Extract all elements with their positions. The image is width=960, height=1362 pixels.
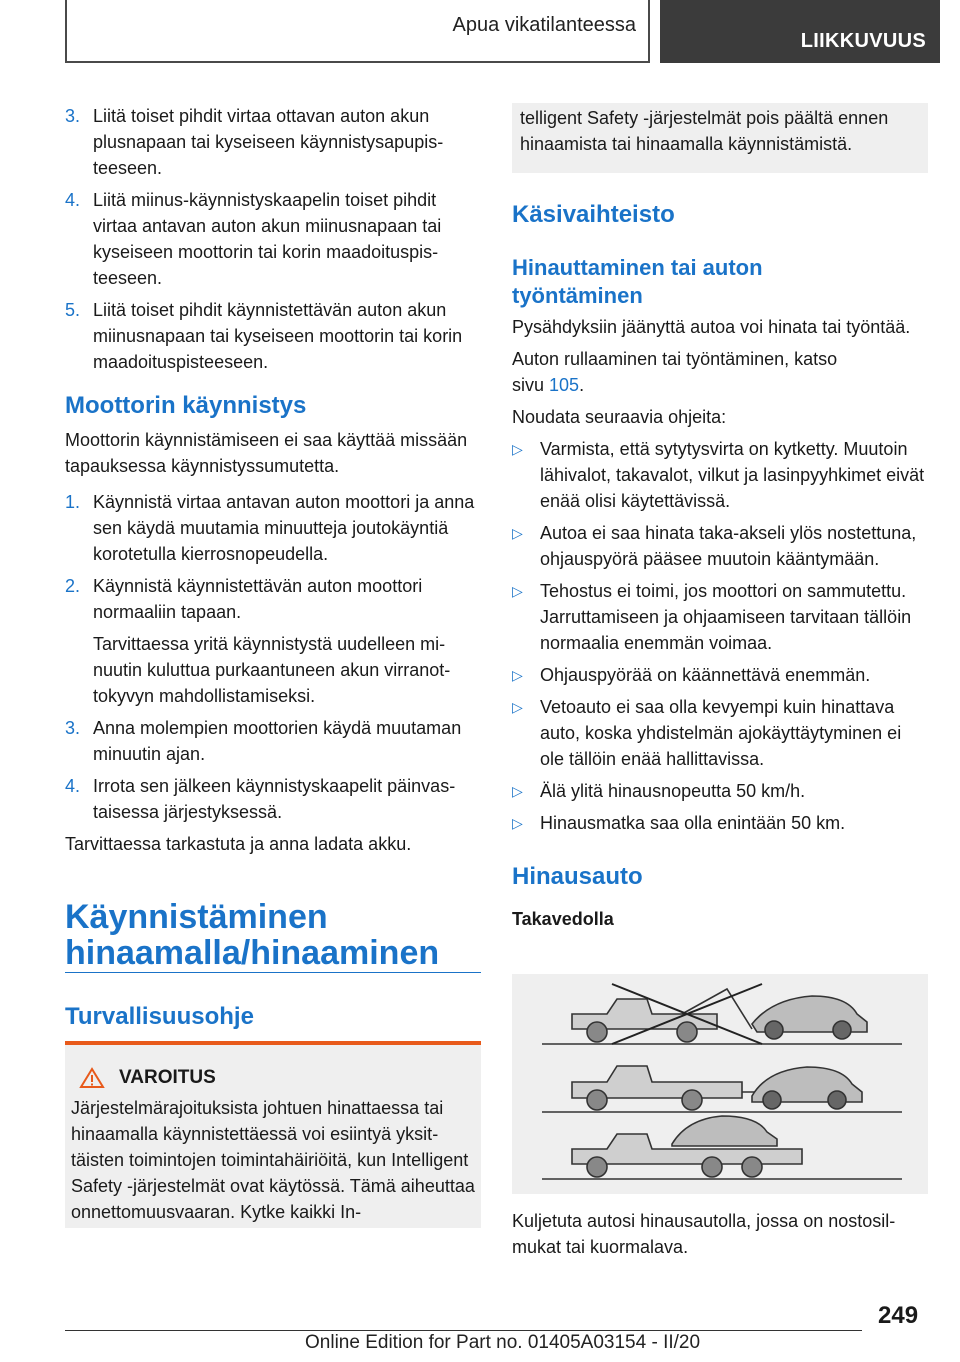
paragraph-2b: sivu	[512, 375, 550, 395]
list-item	[65, 773, 485, 825]
step-text: Liitä toiset pihdit virtaa ottavan auton akun plusnapaan tai kyseiseen käynnistysapupisteeseen.	[93, 106, 444, 178]
step-list-b	[65, 489, 485, 825]
list-item	[65, 573, 485, 709]
left-column	[65, 103, 485, 857]
tow-heading-line1: Hinauttaminen tai auton	[512, 255, 763, 280]
step-number: 3.	[65, 718, 81, 738]
safety-heading: Turvallisuusohje	[65, 1003, 254, 1030]
page-link[interactable]: 105	[549, 375, 580, 395]
step-number: 1.	[65, 492, 81, 512]
bullet-text: Ohjauspyörää on käännettävä enemmän.	[540, 665, 871, 685]
warning-triangle-icon	[79, 1067, 105, 1089]
step-number: 4.	[65, 190, 81, 210]
bullet-item	[512, 810, 928, 836]
step-text: Käynnistä käynnistettävän auton moottori normaaliin tapaan.	[93, 576, 423, 622]
bullet-text: Vetoauto ei saa olla kevyempi kuin hinattava auto, koska yhdistelmän ajokäyttäytyminen ei ole tällöin enää hallittavissa.	[540, 697, 902, 769]
list-item	[65, 187, 485, 291]
step-number: 4.	[65, 776, 81, 796]
page-number: 249	[878, 1302, 919, 1329]
bullet-text: Varmista, että sytytysvirta on kytketty. Muutoin lähivalot, takavalot, vilkut ja lasinpyyhkimet eivät enää olisi käytettävissä.	[540, 439, 925, 511]
bullet-arrow-icon: ▷	[512, 583, 523, 599]
warning-box	[65, 1045, 481, 1228]
list-item	[65, 489, 485, 567]
right-column	[512, 200, 928, 932]
paragraph-1: Pysähdyksiin jäänyttä autoa voi hinata tai työntää.	[512, 317, 911, 337]
bullet-item	[512, 694, 928, 772]
start-intro: Moottorin käynnistämiseen ei saa käyttää missään tapauksessa käynnistyssumutetta.	[65, 430, 468, 476]
bullet-item	[512, 436, 928, 514]
rear-drive-label: Takavedolla	[512, 909, 614, 929]
bullet-arrow-icon: ▷	[512, 783, 523, 799]
bullet-arrow-icon: ▷	[512, 699, 523, 715]
step-text: Irrota sen jälkeen käynnistyskaapelit päinvastaisessa järjestyksessä.	[93, 776, 456, 822]
step-text: Liitä toiset pihdit käynnistettävän auton akun miinusnapaan tai kyseiseen moottorin tai korin maadoituspisteeseen.	[93, 300, 463, 372]
bullet-arrow-icon: ▷	[512, 815, 523, 831]
header-chapter-tab: LIIKKUVUUS	[660, 0, 940, 63]
start-heading: Moottorin käynnistys	[65, 392, 307, 419]
step-number: 3.	[65, 106, 81, 126]
chapter-title-line1: Käynnistäminen	[65, 898, 328, 936]
paragraph-2a: Auton rullaaminen tai työntäminen, katso	[512, 349, 838, 369]
towtruck-heading: Hinausauto	[512, 863, 643, 890]
bullet-item	[512, 662, 928, 688]
step-extra-text: Tarvittaessa yritä käynnistystä uudelleen minuutin kuluttua purkaantuneen akun virranottokyvyn mahdollistamiseksi.	[93, 634, 451, 706]
bullet-item	[512, 778, 928, 804]
step-number: 5.	[65, 300, 81, 320]
illustration-caption: Kuljetuta autosi hinausautolla, jossa on nostosilmukat tai kuormalava.	[512, 1211, 896, 1257]
step-list-a	[65, 103, 485, 375]
bullet-arrow-icon: ▷	[512, 667, 523, 683]
footer-edition: Online Edition for Part no. 01405A03154 - II/20	[305, 1332, 701, 1353]
step-text: Anna molempien moottorien käydä muutaman minuutin ajan.	[93, 718, 462, 764]
bullet-text: Hinausmatka saa olla enintään 50 km.	[540, 813, 846, 833]
bullet-arrow-icon: ▷	[512, 441, 523, 457]
chapter-rule	[65, 972, 481, 973]
towing-illustration	[512, 974, 928, 1194]
warning-label: VAROITUS	[119, 1067, 216, 1088]
manual-heading: Käsivaihteisto	[512, 201, 675, 228]
tow-heading-line2: työntäminen	[512, 283, 643, 308]
warning-text: Järjestelmärajoituksista johtuen hinattaessa tai hinaamalla käynnistettäessä voi esiintyä yksittäisten toimintojen toimintahäiriöitä, kun Intelligent Safety -järjestelmät ovat käytössä. Tämä aiheuttaa onnettomuusvaaran. Kytke kaikki In-	[71, 1098, 475, 1222]
step-text: Liitä miinus-käynnistyskaapelin toiset pihdit virtaa antavan auton akun miinusnapaan tai kyseiseen moottorin tai korin maadoituspisteeseen.	[93, 190, 442, 288]
after-text: Tarvittaessa tarkastuta ja anna ladata akku.	[65, 834, 412, 854]
list-item	[65, 715, 485, 767]
footer-rule	[65, 1330, 862, 1331]
step-text: Käynnistä virtaa antavan auton moottori ja anna sen käydä muutamia minuutteja joutokäyntiä korotetulla kierrosnopeudella.	[93, 492, 475, 564]
tow-truck-diagram	[512, 974, 928, 1194]
paragraph-2-end: .	[579, 375, 585, 395]
bullet-item	[512, 520, 928, 572]
bullet-list	[512, 436, 928, 836]
bullet-arrow-icon: ▷	[512, 525, 523, 541]
paragraph-3: Noudata seuraavia ohjeita:	[512, 407, 727, 427]
bullet-text: Älä ylitä hinausnopeutta 50 km/h.	[540, 781, 806, 801]
warning-title-row	[71, 1065, 475, 1091]
start-section	[65, 391, 485, 857]
list-item	[65, 297, 485, 375]
warning-text-continued: telligent Safety -järjestelmät pois päältä ennen hinaamista tai hinaamalla käynnistämistä.	[520, 108, 889, 154]
step-number: 2.	[65, 576, 81, 596]
header-section-title: Apua vikatilanteessa	[452, 14, 636, 36]
header-frame	[65, 0, 650, 63]
chapter-title-line2: hinaamalla/hinaaminen	[65, 934, 440, 972]
bullet-item	[512, 578, 928, 656]
warning-box-continued	[512, 103, 928, 173]
paragraph-2	[512, 346, 928, 398]
bullet-text: Tehostus ei toimi, jos moottori on sammutettu. Jarruttamiseen ja ohjaamiseen tarvitaan tällöin normaalia enemmän voimaa.	[540, 581, 912, 653]
bullet-text: Autoa ei saa hinata taka-akseli ylös nostettuna, ohjauspyörä pääsee muutoin kääntymään.	[540, 523, 917, 569]
list-item	[65, 103, 485, 181]
